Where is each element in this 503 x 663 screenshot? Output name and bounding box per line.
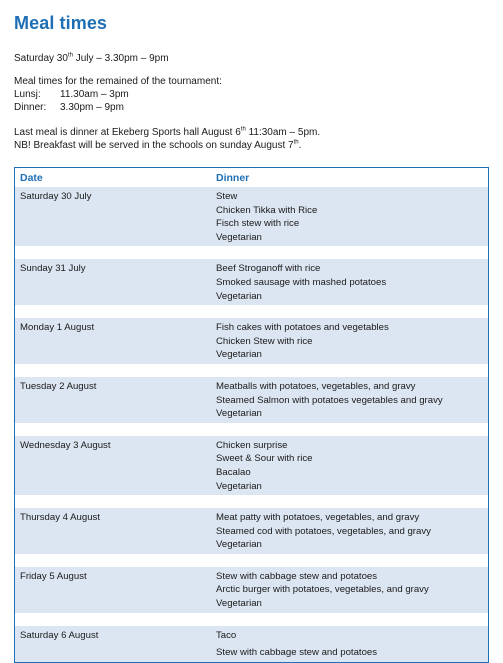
dish-item: Vegetarian <box>216 408 262 420</box>
lunch-time: 11.30am – 3pm <box>60 89 129 100</box>
dish-item: Steamed cod with potatoes, vegetables, and gravy <box>216 525 431 537</box>
dish-item: Chicken Stew with rice <box>216 335 313 347</box>
last-meal-date-suffix: th <box>240 126 246 133</box>
table-row <box>15 187 488 246</box>
date-column-header: Date <box>15 168 216 187</box>
first-day-meal-time <box>14 52 169 65</box>
dish-item: Meatballs with potatoes, vegetables, and gravy <box>216 380 416 392</box>
row-spacer <box>15 423 488 436</box>
dinner-dishes <box>216 187 488 246</box>
table-row <box>15 259 488 305</box>
row-spacer-cell <box>15 423 488 436</box>
dinner-dishes <box>216 436 488 495</box>
row-spacer <box>15 246 488 259</box>
meal-date: Saturday 6 August <box>15 626 216 662</box>
table-row <box>15 626 488 662</box>
dish-item: Taco <box>216 629 237 641</box>
last-meal-note <box>14 126 320 139</box>
meal-date: Friday 5 August <box>15 567 216 613</box>
dish-item: Vegetarian <box>216 598 262 610</box>
meal-date: Saturday 30 July <box>15 187 216 246</box>
row-spacer-cell <box>15 613 488 626</box>
dinner-time-line <box>14 101 124 114</box>
page-title: Meal times <box>14 13 108 33</box>
meal-date: Sunday 31 July <box>15 259 216 305</box>
first-day-date-suffix: th <box>67 52 73 59</box>
row-spacer-cell <box>15 246 488 259</box>
row-spacer <box>15 364 488 377</box>
table-row <box>15 318 488 364</box>
dish-item: Stew with cabbage stew and potatoes <box>216 570 378 582</box>
dish-item: Fisch stew with rice <box>216 218 300 230</box>
breakfast-period: . <box>298 140 302 151</box>
remaining-heading: Meal times for the remained of the tournament: <box>14 76 222 87</box>
dish-item: Bacalao <box>216 466 251 478</box>
dish-item: Fish cakes with potatoes and vegetables <box>216 322 389 334</box>
row-spacer-cell <box>15 305 488 318</box>
breakfast-note <box>14 139 301 152</box>
row-spacer-cell <box>15 364 488 377</box>
row-spacer <box>15 305 488 318</box>
table-row <box>15 567 488 613</box>
dish-item: Vegetarian <box>216 349 262 361</box>
dinner-dishes <box>216 318 488 364</box>
last-meal-time: 11:30am – 5pm. <box>245 127 321 138</box>
dish-item: Vegetarian <box>216 231 262 243</box>
row-spacer <box>15 495 488 508</box>
meal-date: Wednesday 3 August <box>15 436 216 495</box>
row-spacer <box>15 613 488 626</box>
meal-schedule-table <box>14 167 489 663</box>
dish-item: Sweet & Sour with rice <box>216 453 313 465</box>
meal-date: Thursday 4 August <box>15 508 216 554</box>
dinner-dishes <box>216 377 488 423</box>
dish-item: Vegetarian <box>216 290 262 302</box>
dish-item: Vegetarian <box>216 480 262 492</box>
dish-item: Steamed Salmon with potatoes vegetables and gravy <box>216 394 443 406</box>
dish-item: Chicken Tikka with Rice <box>216 204 318 216</box>
row-spacer-cell <box>15 495 488 508</box>
dinner-time: 3.30pm – 9pm <box>60 102 124 113</box>
row-spacer-cell <box>15 554 488 567</box>
table-row <box>15 508 488 554</box>
dinner-dishes <box>216 508 488 554</box>
dinner-label: Dinner: <box>14 102 47 113</box>
lunch-label: Lunsj: <box>14 89 41 100</box>
dish-item: Meat patty with potatoes, vegetables, and gravy <box>216 512 420 524</box>
dish-item: Vegetarian <box>216 539 262 551</box>
dinner-dishes <box>216 626 488 662</box>
row-spacer <box>15 554 488 567</box>
dinner-dishes <box>216 567 488 613</box>
meal-date: Tuesday 2 August <box>15 377 216 423</box>
dish-item: Arctic burger with potatoes, vegetables, and gravy <box>216 584 429 596</box>
breakfast-date-suffix: th <box>293 139 299 146</box>
meal-schedule-body <box>15 187 488 662</box>
first-day-time: July – 3.30pm – 9pm <box>72 53 169 64</box>
dish-item: Beef Stroganoff with rice <box>216 263 321 275</box>
table-row <box>15 377 488 423</box>
meal-date: Monday 1 August <box>15 318 216 364</box>
dish-item: Chicken surprise <box>216 439 288 451</box>
table-header-row <box>15 168 488 187</box>
dinner-column-header: Dinner <box>216 168 488 187</box>
first-day-date: Saturday 30 <box>14 53 68 64</box>
lunch-time-line <box>14 88 129 101</box>
dish-item: Smoked sausage with mashed potatoes <box>216 276 387 288</box>
breakfast-text: NB! Breakfast will be served in the schools on sunday August 7 <box>14 140 294 151</box>
dish-item: Stew with cabbage stew and potatoes <box>216 647 378 659</box>
table-row <box>15 436 488 495</box>
last-meal-text: Last meal is dinner at Ekeberg Sports hall August 6 <box>14 127 241 138</box>
dish-item: Stew <box>216 191 238 202</box>
dinner-dishes <box>216 259 488 305</box>
